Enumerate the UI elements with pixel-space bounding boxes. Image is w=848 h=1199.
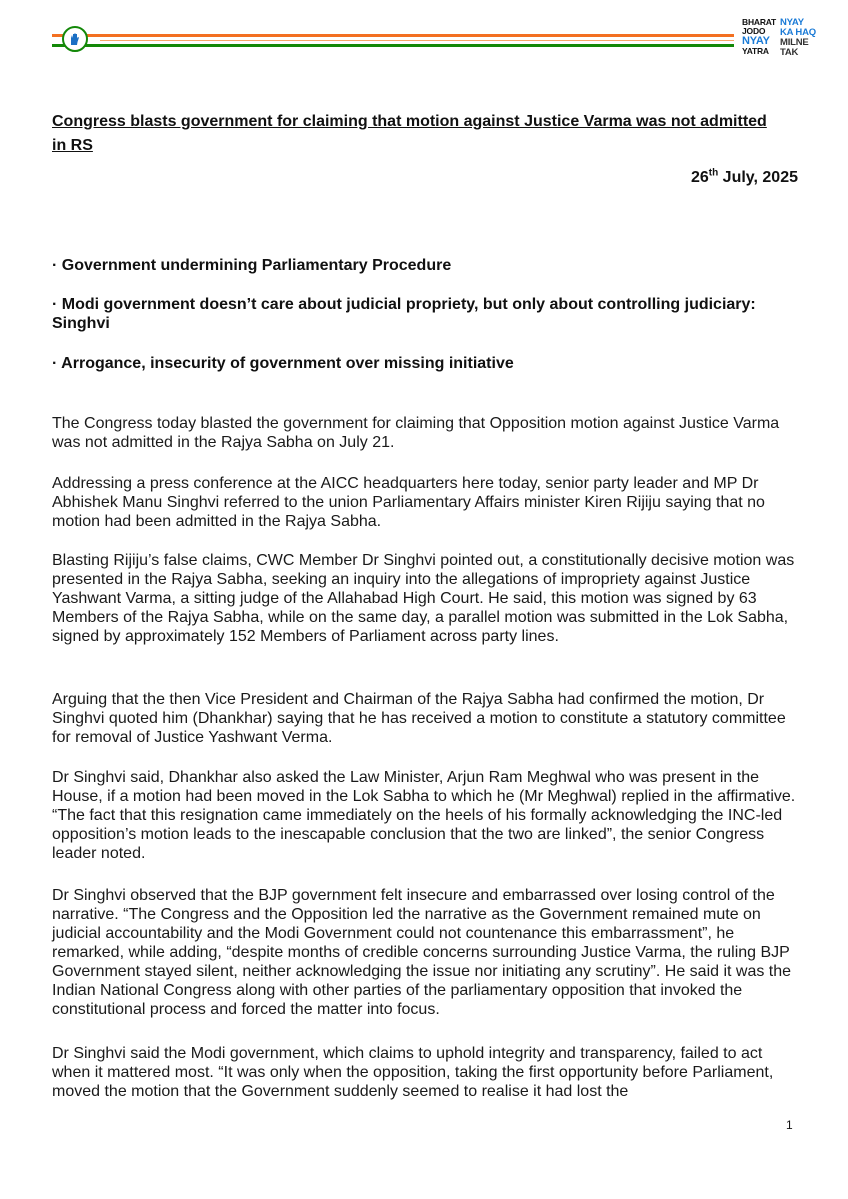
- date-rest: July, 2025: [718, 169, 798, 186]
- bullet-point: · Modi government doesn’t care about judicial propriety, but only about controlling judiciary: Singhvi: [52, 296, 756, 332]
- logo-text-tak: TAK: [780, 47, 799, 58]
- logo-text-yatra: YATRA: [742, 46, 769, 56]
- logo-text-jodo: JODO: [742, 26, 766, 36]
- logo-text-nyay: NYAY: [742, 35, 770, 47]
- bullet-point: · Government undermining Parliamentary Procedure: [52, 257, 452, 274]
- page-number: 1: [786, 1118, 793, 1132]
- body-paragraph: Dr Singhvi observed that the BJP government felt insecure and embarrassed over losing control of the narrative. “The Congress and the Opposition led the narrative as the Government remained mute on judicial accountability and the Modi Government could not countenance this embarrassment”, he remarked, while adding, “despite months of credible concerns surrounding Justice Varma, the ruling BJP Government stayed silent, neither acknowledging the issue nor initiating any scrutiny”. He said it was the Indian National Congress along with other parties of the parliamentary opposition that invoked the constitutional process and forced the matter into focus.: [52, 887, 792, 1018]
- logo-text-ka-haq: KA HAQ: [780, 27, 816, 38]
- press-release-title: Congress blasts government for claiming that motion against Justice Varma was not admitted in RS: [52, 113, 767, 154]
- body-paragraph: Arguing that the then Vice President and Chairman of the Rajya Sabha had confirmed the motion, Dr Singhvi quoted him (Dhankhar) saying that he has received a motion to constitute a statutory committee for removal of Justice Yashwant Verma.: [52, 691, 786, 746]
- body-paragraph: Blasting Rijiju’s false claims, CWC Member Dr Singhvi pointed out, a constitutionally decisive motion was presented in the Rajya Sabha, seeking an inquiry into the allegations of impropriety against Justice Yashwant Varma, a sitting judge of the Allahabad High Court. He said, this motion was signed by 63 Members of the Rajya Sabha, while on the same day, a parallel motion was submitted in the Lok Sabha, signed by approximately 152 Members of Parliament across party lines.: [52, 552, 795, 645]
- bullet-point: · Arrogance, insecurity of government over missing initiative: [52, 355, 514, 372]
- header-thin-band: [100, 40, 734, 41]
- body-paragraph: The Congress today blasted the government for claiming that Opposition motion against Justice Varma was not admitted in the Rajya Sabha on July 21.: [52, 415, 780, 451]
- header-saffron-band: [52, 34, 734, 37]
- body-paragraph: Dr Singhvi said, Dhankhar also asked the Law Minister, Arjun Ram Meghwal who was present in the House, if a motion had been moved in the Lok Sabha to which he (Mr Meghwal) replied in the affirmative. “The fact that this resignation came immediately on the heels of his formally acknowledging the INC-led opposition’s motion leads to the inescapable conclusion that the two are linked”, the senior Congress leader noted.: [52, 769, 796, 862]
- body-paragraph: Addressing a press conference at the AICC headquarters here today, senior party leader and MP Dr Abhishek Manu Singhvi referred to the union Parliamentary Affairs minister Kiren Rijiju saying that no motion had been admitted in the Rajya Sabha.: [52, 475, 765, 530]
- body-paragraph: Dr Singhvi said the Modi government, which claims to uphold integrity and transparency, failed to act when it mattered most. “It was only when the opposition, taking the first opportunity before Parliament, moved the motion that the Government suddenly seemed to realise it had lost the: [52, 1045, 774, 1100]
- release-date: [691, 168, 798, 188]
- congress-hand-icon: [62, 26, 88, 52]
- header-green-band: [52, 44, 734, 47]
- date-suffix: th: [708, 167, 719, 179]
- bharat-jodo-nyay-yatra-logo: [742, 18, 778, 56]
- date-day: 26: [690, 169, 709, 186]
- logo-text-bharat: BHARAT: [742, 17, 777, 27]
- logo-text-milne: MILNE: [780, 37, 809, 48]
- nyay-ka-haq-logo: [780, 18, 820, 58]
- logo-text-nyay-2: NYAY: [780, 17, 804, 28]
